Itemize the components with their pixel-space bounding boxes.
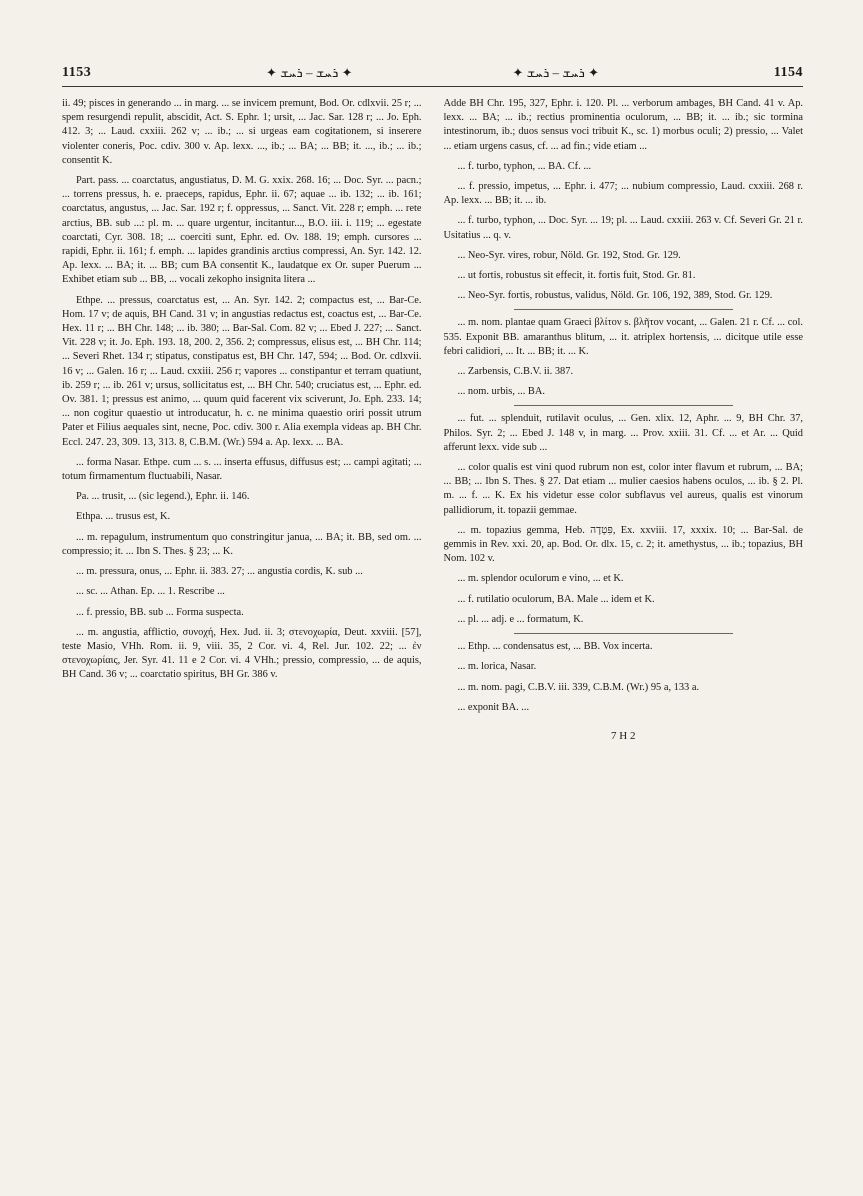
section-divider [514, 309, 734, 310]
two-column-body [62, 97, 803, 1144]
entry-paragraph: ... color qualis est vini quod rubrum non est, color inter flavum et rubrum, ... BA; ... BB; ... Ibn S. Thes. § 27. Dat etiam ... mulier caesios habens oculos, ... ib. § 2. Pl. m. ... f. ... K. Ex his videtur esse color subflavus vel aureus, qualis est vinorum pallidiorum, it. topazii gemmae. [443, 462, 803, 516]
entry-paragraph: ... Neo-Syr. vires, robur, Nöld. Gr. 192, Stod. Gr. 129. [457, 249, 681, 261]
entry-paragraph: Part. pass. ... coarctatus, angustiatus, D. M. G. xxix. 268. 16; ... Doc. Syr. ... pacn.; ... torrens pressus, h. e. praeceps, rapidus, Ephr. ii. 67; aquae ... ib. 132; ... ib. 161; coarctatus, angustus, ... Jac. Sar. 192 r; f. oppressus, ... Sanct. Vit. 228 r; emph. ... rete arctius, BB. sub ...: pl. m. ... quare urgentur, incitantur..., B.O. iii. i. 119; ... egestate coarctati, Cyr. 308. 18; ... coerciti sunt, Ephr. ed. Ov. 188. 19; emph. cursores ... rapidi, Ephr. ii. 161; f. emph. ... lapides grandinis arctius compressi, An. Syr. 142. 12. Ap. lexx. ... BA; it. ... BB; cum BA consentit K., laudatque ex Or. super Puerum ... Exhibet etiam sub ... BB, ... vocali zekopho insignita litera ... [62, 175, 422, 286]
running-titles [266, 65, 599, 81]
entry-paragraph: ... m. splendor oculorum e vino, ... et K. [457, 573, 624, 585]
entry-paragraph: ... m. repagulum, instrumentum quo constringitur janua, ... BA; it. BB, sed om. ... compressio; it. ... Ibn S. Thes. § 23; ... K. [62, 531, 422, 557]
left-running-title: ✦ ܪܚܫ – ܪܚܫ ✦ [265, 65, 353, 80]
entry-paragraph: ... Neo-Syr. fortis, robustus, validus, Nöld. Gr. 106, 192, 389, Stod. Gr. 129. [457, 290, 773, 302]
right-running-title: ✦ ܪܚܫ – ܪܚܫ ✦ [512, 65, 600, 80]
entry-paragraph: ... m. topazius gemma, Heb. פִּטְדָה, Ex. xxviii. 17, xxxix. 10; ... Bar-Sal. de gemmis in Rev. xxi. 20, ap. Bod. Or. dlx. 15, c. 2; it. amethystus, ... ib.; topazius, BH Nom. 102 v. [443, 524, 803, 565]
entry-paragraph: ... m. nom. plantae quam Graeci βλίτον s. βλῆτον vocant, ... Galen. 21 r. Cf. ... col. 535. Exponit BB. amaranthus blitum, ... it. atriplex hortensis, ... dicitque utile esse febri calidiori, ... It. ... BB; it. ... K. [443, 317, 803, 357]
right-column [444, 97, 804, 1144]
entry-paragraph: Adde BH Chr. 195, 327, Ephr. i. 120. Pl. ... verborum ambages, BH Cand. 41 v. Ap. lexx. ... BA; ... ib.; rectius prominentia oculorum, ... BB; it. ... ib.; sic tormina intestinorum, ib.; duos sensus voci tribuit K., sc. 1) morbus oculi; 2) pressio, ... Valet ... etiam urgens casus, cf. ... ad fin.; vide etiam ... [443, 98, 803, 152]
section-divider [514, 405, 734, 406]
entry-paragraph: Ethpe. ... pressus, coarctatus est, ... An. Syr. 142. 2; compactus est, ... Bar-Ce. Hom. 17 v; de aquis, BH Cand. 31 v; in angustias redactus est, coactus est, ... Bar-Ce. Hex. 11 r; ... BH Chr. 148; ... ib. 380; ... Bar-Sal. Com. 82 v; ... Ebed J. 227; ... Sanct. Vit. 228 v; it. Jo. Eph. 193. 18, 200. 2, 356. 2; compressus, elisus est, ... BH Chr. 114; ... Severi Rhet. 134 r; stipatus, constipatus est, BH Chr. 147, 594; ... Bod. Or. cdlxvii. 16 v; ... Galen. 16 r; ... Laud. cxxiii. 256 r; vapores ... constipantur et terram quatiunt, ib. 259 r; ... ib. 261 v; ursus, sollicitatus est, ... BH Chr. 540; cruciatus est, ... Ephr. ed. Ov. 381. 1; pressus est animo, ... quum quid facerent vix sciverunt, Jo. Eph. 233. 14; ... non cogitur quaestio ut introducatur, h. c. ne minima quaestio oriri possit utrum Pater et Filius aequales sint, necne, Poc. cdiv. 300 r. Alia exempla videas ap. BH Chr. Eccl. 247. 23, 309. 13, 313. 8, C.B.M. (Wr.) 594 a. Ap. lexx. ... BA. [62, 294, 422, 448]
entry-paragraph: ... m. pressura, onus, ... Ephr. ii. 383. 27; ... angustia cordis, K. sub ... [76, 566, 363, 578]
entry-paragraph: ... sc. ... Athan. Ep. ... 1. Rescribe ... [76, 586, 225, 598]
entry-paragraph: ... Ethp. ... condensatus est, ... BB. Vox incerta. [457, 641, 653, 653]
entry-paragraph: ... m. lorica, Nasar. [457, 661, 537, 673]
entry-paragraph: ... exponit BA. ... [457, 701, 530, 713]
right-page-number: 1154 [773, 65, 803, 80]
entry-paragraph: ... fut. ... splenduit, rutilavit oculus, ... Gen. xlix. 12, Aphr. ... 9, BH Chr. 37, Philos. Syr. 2; ... Ebed J. 148 v, in marg. ... Prov. xxiii. 31. Cf. ... et Ar. ... Quid afferunt lexx. vide sub ... [443, 413, 803, 453]
header-rule [62, 86, 803, 87]
section-divider [514, 633, 734, 634]
entry-paragraph: ... nom. urbis, ... BA. [457, 386, 545, 398]
entry-paragraph: ii. 49; pisces in generando ... in marg. ... se invicem premunt, Bod. Or. cdlxvii. 25 r; ... spem resurgendi repulit, abscidit, Act. S. Ephr. 1; ursit, ... Jac. Sar. 128 r; ... Jo. Eph. 412. 3; ... Laud. cxxiii. 262 v; ... ib.; ... si urgeas eam cogitationem, si inserere violenter coneris, Poc. cdiv. 300 v. Ap. lexx. ..., ib.; ... BA; ... BB; it. ..., ib.; ... ib.; consentit K. [62, 98, 422, 166]
entry-paragraph: ... f. rutilatio oculorum, BA. Male ... idem et K. [457, 593, 655, 605]
signature-mark: 7 H 2 [611, 729, 636, 742]
entry-paragraph: ... pl. ... adj. e ... formatum, K. [457, 613, 584, 625]
entry-paragraph: ... f. pressio, impetus, ... Ephr. i. 477; ... nubium compressio, Laud. cxxiii. 268 r. Ap. lexx. ... BB; it. ... ib. [443, 181, 803, 207]
entry-paragraph: ... f. turbo, typhon, ... BA. Cf. ... [457, 160, 592, 172]
left-column [62, 97, 422, 1144]
entry-paragraph: ... forma Nasar. Ethpe. cum ... s. ... inserta effusus, diffusus est; ... campi agitati; ... totum firmamentum fluctuabili, Nasar. [62, 456, 422, 483]
entry-paragraph: ... m. angustia, afflictio, συνοχή, Hex. Jud. ii. 3; στενοχωρία, Deut. xxviii. [57], teste Masio, VHh. Rom. ii. 9, viii. 35, 2 Cor. vi. 4, Rel. Jur. 102. 22; ... ἐν στενοχωρίαις, Jer. Syr. 41. 11 e 2 Cor. vi. 4 VHh.; pressio, compressio, ... de aquis, BH Cand. 36 v; ... coarctatio spiritus, BH Gr. 386 v. [62, 626, 422, 681]
entry-paragraph: ... Zarbensis, C.B.V. ii. 387. [457, 366, 574, 378]
entry-paragraph: Ethpa. ... trusus est, K. [76, 511, 171, 523]
left-page-number: 1153 [62, 65, 92, 80]
entry-paragraph: ... f. turbo, typhon, ... Doc. Syr. ... 19; pl. ... Laud. cxxiii. 263 v. Cf. Severi Gr. 21 r. Usitatius ... q. v. [443, 215, 803, 241]
entry-paragraph: ... f. pressio, BB. sub ... Forma suspecta. [76, 606, 244, 618]
entry-paragraph: ... ut fortis, robustus sit effecit, it. fortis fuit, Stod. Gr. 81. [457, 270, 696, 282]
page-header [62, 60, 803, 86]
entry-paragraph: Pa. ... trusit, ... (sic legend.), Ephr. ii. 146. [76, 491, 250, 503]
entry-paragraph: ... m. nom. pagi, C.B.V. iii. 339, C.B.M. (Wr.) 95 a, 133 a. [457, 681, 700, 693]
